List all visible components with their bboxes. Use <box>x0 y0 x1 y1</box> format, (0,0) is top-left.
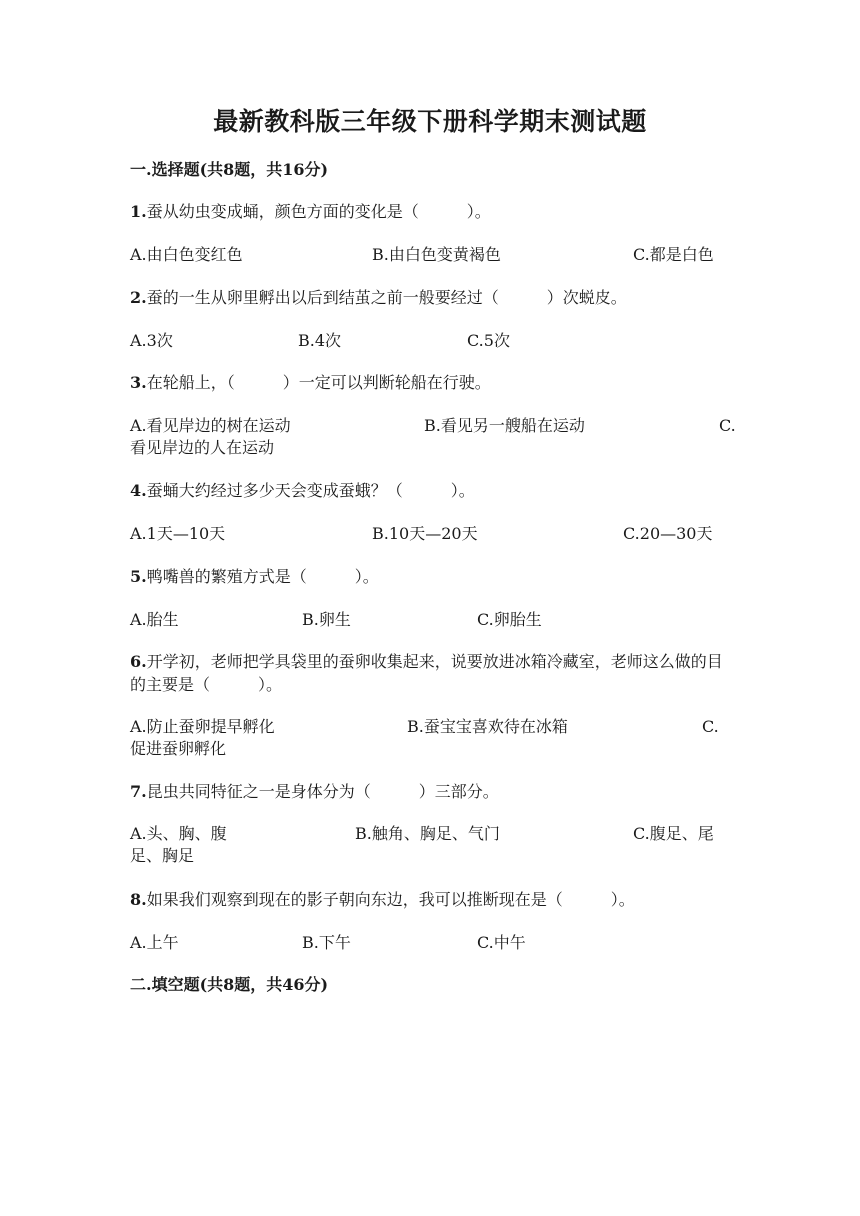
option-b: B.卵生 <box>302 610 351 629</box>
question-text: 开学初，老师把学具袋里的蚕卵收集起来，说要放进冰箱冷藏室，老师这么做的目的主要是（ ）。 <box>130 652 723 694</box>
option-a: A.3次 <box>130 331 173 350</box>
option-b: B.10天—20天 <box>372 524 478 543</box>
options-7 <box>130 823 730 867</box>
option-c: C.卵胎生 <box>477 610 542 629</box>
question-number: 7. <box>130 782 147 801</box>
question-text: 昆虫共同特征之一是身体分为（ ）三部分。 <box>146 782 499 801</box>
option-b: B.触角、胸足、气门 <box>355 824 500 843</box>
question-number: 6. <box>130 652 147 671</box>
question-3 <box>130 371 730 395</box>
option-c: C. <box>719 416 736 435</box>
question-number: 3. <box>130 373 147 392</box>
options-8 <box>130 931 730 955</box>
page-title: 最新教科版三年级下册科学期末测试题 <box>213 107 647 136</box>
option-b: B.4次 <box>298 331 342 350</box>
option-b: B.由白色变黄褐色 <box>372 245 501 264</box>
section-heading-choice: 一.选择题(共8题，共16分) <box>130 160 329 179</box>
question-8 <box>130 888 730 912</box>
question-text: 在轮船上，（ ）一定可以判断轮船在行驶。 <box>146 373 491 392</box>
option-a: A.看见岸边的树在运动 <box>130 416 291 435</box>
option-c: C.腹足、尾 <box>633 824 714 843</box>
option-c-continuation: 促进蚕卵孵化 <box>130 739 227 758</box>
question-5 <box>130 565 730 589</box>
question-text: 鸭嘴兽的繁殖方式是（ ）。 <box>146 567 379 586</box>
option-a: A.防止蚕卵提早孵化 <box>130 717 275 736</box>
option-a: A.由白色变红色 <box>130 245 243 264</box>
options-2 <box>130 329 730 353</box>
option-b: B.蚕宝宝喜欢待在冰箱 <box>407 717 568 736</box>
question-text: 蚕的一生从卵里孵出以后到结茧之前一般要经过（ ）次蜕皮。 <box>146 288 627 307</box>
options-1 <box>130 243 730 267</box>
section-heading-fill: 二.填空题(共8题，共46分) <box>130 975 329 994</box>
question-number: 2. <box>130 288 147 307</box>
option-b: B.看见另一艘船在运动 <box>424 416 585 435</box>
question-text: 如果我们观察到现在的影子朝向东边，我可以推断现在是（ ）。 <box>146 890 635 909</box>
option-a: A.胎生 <box>130 610 179 629</box>
question-4 <box>130 479 730 503</box>
option-c: C.都是白色 <box>633 245 714 264</box>
question-2 <box>130 286 730 310</box>
option-a: A.头、胸、腹 <box>130 824 227 843</box>
question-number: 1. <box>130 202 147 221</box>
options-6 <box>130 716 730 760</box>
option-c: C.20—30天 <box>623 524 713 543</box>
question-text: 蚕从幼虫变成蛹，颜色方面的变化是（ ）。 <box>146 202 491 221</box>
question-number: 8. <box>130 890 147 909</box>
option-c-continuation: 看见岸边的人在运动 <box>130 438 275 457</box>
options-4 <box>130 522 730 546</box>
question-6 <box>130 650 730 696</box>
question-number: 4. <box>130 481 147 500</box>
options-3 <box>130 415 736 459</box>
option-c: C.5次 <box>467 331 510 350</box>
option-c: C. <box>702 717 719 736</box>
options-5 <box>130 608 730 632</box>
option-a: A.上午 <box>130 933 179 952</box>
question-number: 5. <box>130 567 147 586</box>
question-7 <box>130 780 730 804</box>
option-b: B.下午 <box>302 933 351 952</box>
question-text: 蚕蛹大约经过多少天会变成蚕蛾？（ ）。 <box>146 481 475 500</box>
option-c: C.中午 <box>477 933 526 952</box>
option-c-continuation: 足、胸足 <box>130 846 195 865</box>
question-1 <box>130 200 730 224</box>
option-a: A.1天—10天 <box>130 524 226 543</box>
